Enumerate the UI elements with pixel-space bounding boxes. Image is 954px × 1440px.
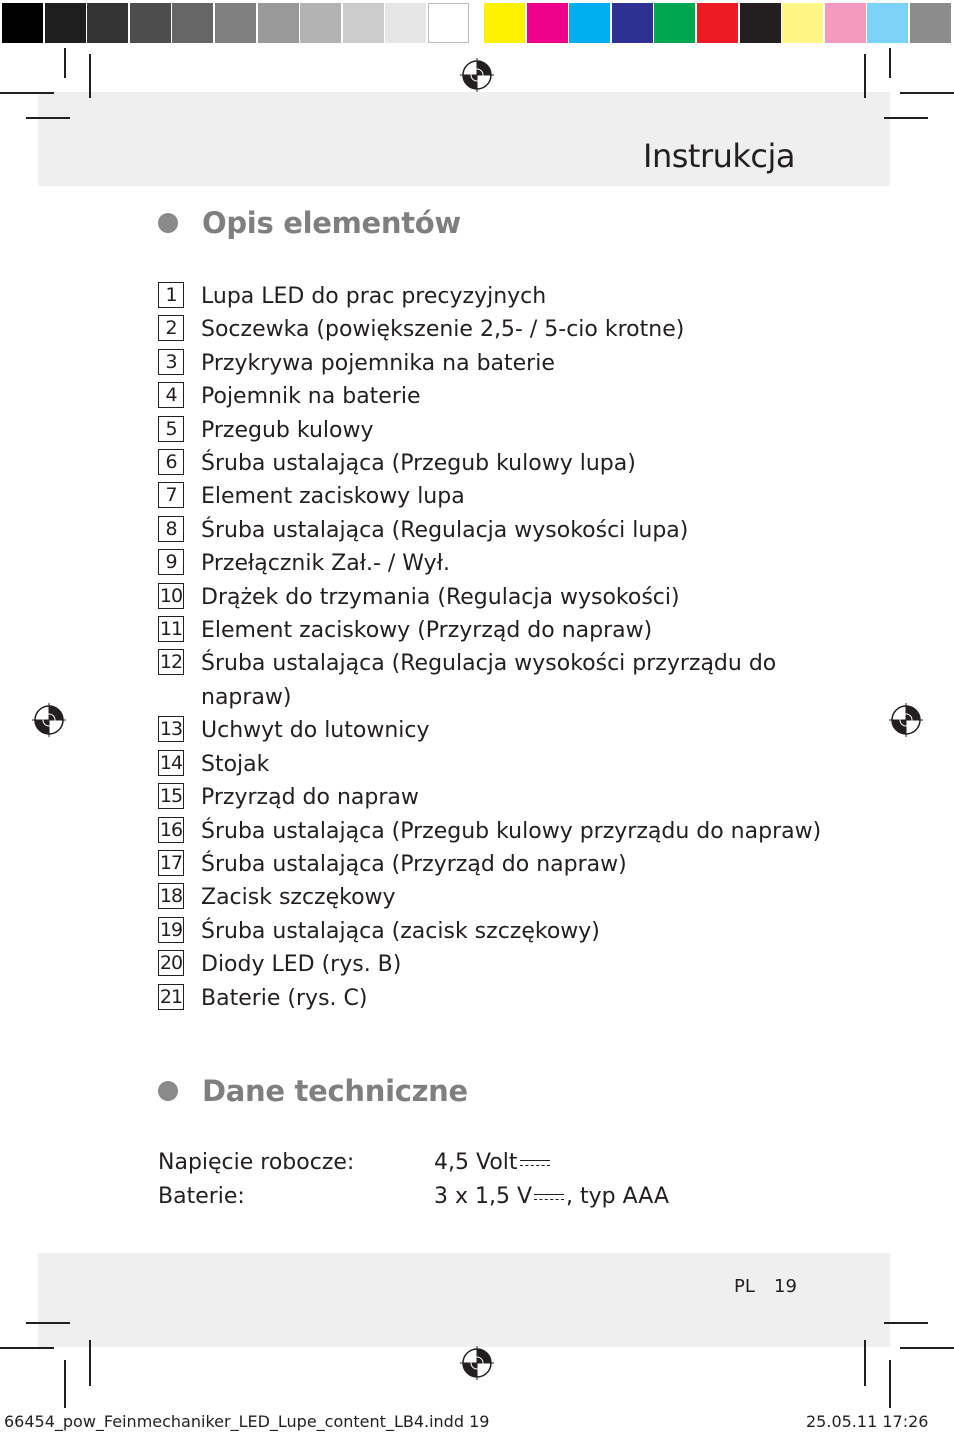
crop-mark (864, 1340, 866, 1386)
section-heading-tech (158, 1074, 468, 1108)
footer-language: PL (734, 1276, 755, 1297)
part-label: Diody LED (rys. B) (201, 952, 402, 978)
list-item (158, 347, 838, 380)
part-label: Uchwyt do lutownicy (201, 718, 430, 744)
part-label: Śruba ustalająca (Przyrząd do napraw) (201, 851, 627, 877)
part-number: 12 (159, 651, 183, 674)
list-item (158, 647, 838, 714)
registration-mark-icon (889, 703, 923, 737)
process-color-bar (484, 0, 953, 46)
gray-swatch (258, 3, 299, 43)
spec-value: 3 x 1,5 V , typ AAA (434, 1184, 670, 1209)
part-label: Drążek do trzymania (Regulacja wysokości) (201, 584, 680, 610)
spec-row-battery (158, 1180, 669, 1214)
part-number: 4 (158, 382, 184, 408)
registration-mark-icon (32, 703, 66, 737)
crop-mark (64, 48, 66, 78)
part-label: Baterie (rys. C) (201, 985, 368, 1011)
list-item (158, 982, 838, 1015)
spec-key: Baterie: (158, 1184, 245, 1209)
gray-swatch (45, 3, 86, 43)
part-number: 20 (159, 952, 183, 975)
crop-mark (900, 1347, 954, 1349)
part-label: Śruba ustalająca (Przegub kulowy lupa) (201, 451, 636, 477)
part-label: Przegub kulowy (201, 417, 374, 443)
section-title: Dane techniczne (202, 1074, 468, 1108)
list-item (158, 480, 838, 513)
part-label: Przełącznik Zał.- / Wył. (201, 551, 450, 577)
list-item (158, 414, 838, 447)
crop-mark (889, 1360, 891, 1408)
spec-row-voltage (158, 1146, 669, 1180)
gray-swatch (130, 3, 171, 43)
part-number: 15 (159, 785, 183, 808)
spec-key: Napięcie robocze: (158, 1150, 355, 1175)
direct-current-icon (534, 1191, 564, 1203)
part-label: Śruba ustalająca (Przegub kulowy przyrządu do napraw) (201, 818, 822, 844)
part-label: Pojemnik na baterie (201, 384, 421, 410)
gray-swatch (2, 3, 43, 43)
part-number: 7 (158, 482, 184, 508)
part-number: 16 (159, 818, 183, 841)
list-item (158, 815, 838, 848)
part-label: Śruba ustalająca (zacisk szczękowy) (201, 918, 600, 944)
list-item (158, 915, 838, 948)
process-swatch (740, 3, 781, 43)
list-item (158, 380, 838, 413)
part-number: 13 (159, 718, 183, 741)
part-number: 17 (159, 851, 183, 874)
spec-value: 4,5 Volt (434, 1146, 552, 1180)
part-number: 2 (158, 315, 184, 341)
list-item (158, 547, 838, 580)
list-item (158, 280, 838, 313)
list-item (158, 748, 838, 781)
part-label: Stojak (201, 751, 270, 777)
crop-mark (889, 48, 891, 78)
part-label: Lupa LED do prac precyzyjnych (201, 284, 547, 309)
process-swatch (825, 3, 866, 43)
page-number: 19 (774, 1276, 797, 1297)
section-heading-parts (158, 206, 461, 240)
crop-mark (884, 1322, 928, 1324)
part-label: Śruba ustalająca (Regulacja wysokości przyrządu do napraw) (201, 651, 777, 710)
slug-filename: 66454_pow_Feinmechaniker_LED_Lupe_content_LB4.indd 19 (4, 1412, 490, 1431)
part-number: 8 (158, 516, 184, 542)
tech-specs (158, 1146, 669, 1214)
registration-mark-icon (460, 1346, 494, 1380)
list-item (158, 714, 838, 747)
list-item (158, 848, 838, 881)
process-swatch (612, 3, 653, 43)
process-swatch (569, 3, 610, 43)
process-swatch (782, 3, 823, 43)
part-number: 1 (158, 282, 184, 308)
gray-swatch (343, 3, 384, 43)
part-label: Element zaciskowy (Przyrząd do napraw) (201, 618, 653, 644)
crop-mark (864, 54, 866, 98)
parts-list (158, 280, 838, 1015)
gray-swatch (215, 3, 256, 43)
footer-band (38, 1253, 890, 1347)
list-item (158, 881, 838, 914)
process-swatch (867, 3, 908, 43)
crop-mark (900, 92, 954, 94)
part-number: 9 (158, 549, 184, 575)
list-item (158, 948, 838, 981)
bullet-icon (158, 213, 178, 233)
list-item (158, 313, 838, 346)
gray-swatch (87, 3, 128, 43)
gray-swatch (300, 3, 341, 43)
gray-swatch (385, 3, 426, 43)
part-label: Element zaciskowy lupa (201, 484, 465, 510)
crop-mark (89, 54, 91, 98)
process-swatch (527, 3, 568, 43)
registration-mark-icon (460, 58, 494, 92)
list-item (158, 581, 838, 614)
process-swatch (654, 3, 695, 43)
list-item (158, 514, 838, 547)
crop-mark (26, 117, 70, 119)
part-number: 19 (159, 918, 183, 941)
part-number: 18 (159, 885, 183, 908)
part-label: Soczewka (powiększenie 2,5- / 5-cio krotne) (201, 317, 685, 343)
slug-date: 25.05.11 17:26 (806, 1412, 929, 1431)
part-label: Śruba ustalająca (Regulacja wysokości lupa) (201, 517, 689, 543)
process-swatch (910, 3, 951, 43)
list-item (158, 781, 838, 814)
grayscale-color-bar (2, 0, 471, 46)
part-label: Zacisk szczękowy (201, 885, 396, 911)
part-number: 21 (159, 985, 183, 1008)
gray-swatch (172, 3, 213, 43)
gray-swatch (428, 3, 469, 43)
list-item (158, 614, 838, 647)
crop-mark (884, 117, 928, 119)
bullet-icon (158, 1081, 178, 1101)
part-number: 5 (158, 416, 184, 442)
part-number: 3 (158, 349, 184, 375)
crop-mark (89, 1340, 91, 1386)
crop-mark (64, 1360, 66, 1408)
crop-mark (26, 1322, 70, 1324)
direct-current-icon (520, 1157, 550, 1169)
process-swatch (697, 3, 738, 43)
list-item (158, 447, 838, 480)
process-swatch (484, 3, 525, 43)
crop-mark (0, 92, 54, 94)
part-label: Przykrywa pojemnika na baterie (201, 350, 555, 376)
part-number: 11 (159, 618, 183, 641)
crop-mark (0, 1347, 54, 1349)
part-number: 6 (158, 449, 184, 475)
part-number: 10 (159, 584, 183, 607)
section-title: Opis elementów (202, 206, 461, 240)
part-number: 14 (159, 751, 183, 774)
page-title: Instrukcja (643, 137, 795, 175)
part-label: Przyrząd do napraw (201, 785, 419, 811)
